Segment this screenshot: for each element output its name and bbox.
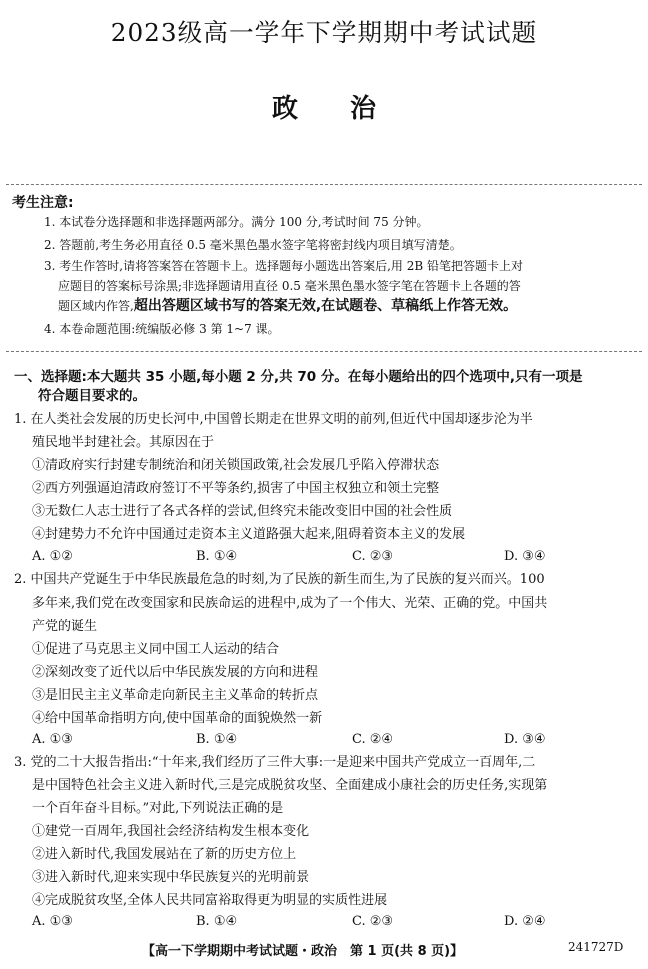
question-3-stem-cont: 是中国特色社会主义进入新时代,三是完成脱贫攻坚、全面建成小康社会的历史任务,实现第 <box>32 778 548 793</box>
question-3-statement: ④完成脱贫攻坚,全体人民共同富裕取得更为明显的实质性进展 <box>32 893 388 908</box>
question-3-stem: 3. 党的二十大报告指出:“十年来,我们经历了三件大事:一是迎来中国共产党成立一百周年,二 <box>14 755 536 770</box>
question-1-stem-cont: 殖民地半封建社会。其原因在于 <box>32 435 215 450</box>
question-2-statement: ②深刻改变了近代以后中华民族发展的方向和进程 <box>32 665 319 680</box>
question-1-option-a: A. ①② <box>32 549 73 564</box>
question-1-option-c: C. ②③ <box>352 549 394 564</box>
question-2-option-a: A. ①③ <box>32 732 73 747</box>
question-1-statement: ③无数仁人志士进行了各式各样的尝试,但终究未能改变旧中国的社会性质 <box>32 504 453 519</box>
question-2-option-c: C. ②④ <box>352 732 394 747</box>
notice-item-2: 2. 答题前,考生务必用直径 0.5 毫米黑色墨水签字笔将密封线内项目填写清楚。 <box>44 238 462 252</box>
question-1-statement: ①清政府实行封建专制统治和闭关锁国政策,社会发展几乎陷入停滞状态 <box>32 458 440 473</box>
notice-item-3-tail: 题区域内作答, <box>58 299 134 313</box>
section-heading-cont: 符合题目要求的。 <box>38 388 146 404</box>
question-3-option-a: A. ①③ <box>32 914 73 929</box>
subject-title: 政 治 <box>271 94 376 124</box>
notice-warning: 超出答题区域书写的答案无效,在试题卷、草稿纸上作答无效。 <box>133 298 518 314</box>
question-2-stem-cont: 多年来,我们党在改变国家和民族命运的进程中,成为了一个伟大、光荣、正确的党。中国共 <box>32 596 548 611</box>
section-heading: 一、选择题:本大题共 35 小题,每小题 2 分,共 70 分。在每小题给出的四个选项中,只有一项是 <box>14 369 583 385</box>
question-2-option-b: B. ①④ <box>196 732 238 747</box>
question-2-statement: ④给中国革命指明方向,使中国革命的面貌焕然一新 <box>32 711 323 726</box>
question-3-stem-cont: 一个百年奋斗目标。”对此,下列说法正确的是 <box>32 801 284 816</box>
notice-item-1: 1. 本试卷分选择题和非选择题两部分。满分 100 分,考试时间 75 分钟。 <box>44 215 429 229</box>
question-1-option-b: B. ①④ <box>196 549 238 564</box>
question-3-option-c: C. ②③ <box>352 914 394 929</box>
question-2-statement: ③是旧民主主义革命走向新民主主义革命的转折点 <box>32 688 319 703</box>
question-1-statement: ②西方列强逼迫清政府签订不平等条约,损害了中国主权独立和领土完整 <box>32 481 440 496</box>
question-3-statement: ③进入新时代,迎来实现中华民族复兴的光明前景 <box>32 870 310 885</box>
question-2-stem-cont: 产党的诞生 <box>32 619 98 634</box>
notice-item-3-cont2 <box>58 297 517 316</box>
question-3-statement: ①建党一百周年,我国社会经济结构发生根本变化 <box>32 824 310 839</box>
exam-title: 2023级高一学年下学期期中考试试题 <box>110 18 538 47</box>
question-1-option-d: D. ③④ <box>504 549 546 564</box>
paper-code: 241727D <box>568 940 624 954</box>
notice-item-3-cont: 应题目的答案标号涂黑;非选择题请用直径 0.5 毫米黑色墨水签字笔在答题卡上各题的答 <box>58 279 521 293</box>
question-3-option-b: B. ①④ <box>196 914 238 929</box>
page-footer: 【高一下学期期中考试试题・政治 第 1 页(共 8 页)】 <box>142 944 464 959</box>
question-1-stem: 1. 在人类社会发展的历史长河中,中国曾长期走在世界文明的前列,但近代中国却逐步沦为半 <box>14 412 533 427</box>
question-3-option-d: D. ②④ <box>504 914 546 929</box>
notice-item-4: 4. 本卷命题范围:统编版必修 3 第 1~7 课。 <box>44 322 280 336</box>
notice-item-3: 3. 考生作答时,请将答案答在答题卡上。选择题每小题选出答案后,用 2B 铅笔把答题卡上对 <box>44 259 523 273</box>
question-2-option-d: D. ③④ <box>504 732 546 747</box>
question-2-statement: ①促进了马克思主义同中国工人运动的结合 <box>32 642 280 657</box>
question-1-statement: ④封建势力不允许中国通过走资本主义道路强大起来,阻碍着资本主义的发展 <box>32 527 466 542</box>
question-2-stem: 2. 中国共产党诞生于中华民族最危急的时刻,为了民族的新生而生,为了民族的复兴而兴。100 <box>14 572 545 587</box>
question-3-statement: ②进入新时代,我国发展站在了新的历史方位上 <box>32 847 297 862</box>
notice-heading: 考生注意: <box>12 195 74 211</box>
